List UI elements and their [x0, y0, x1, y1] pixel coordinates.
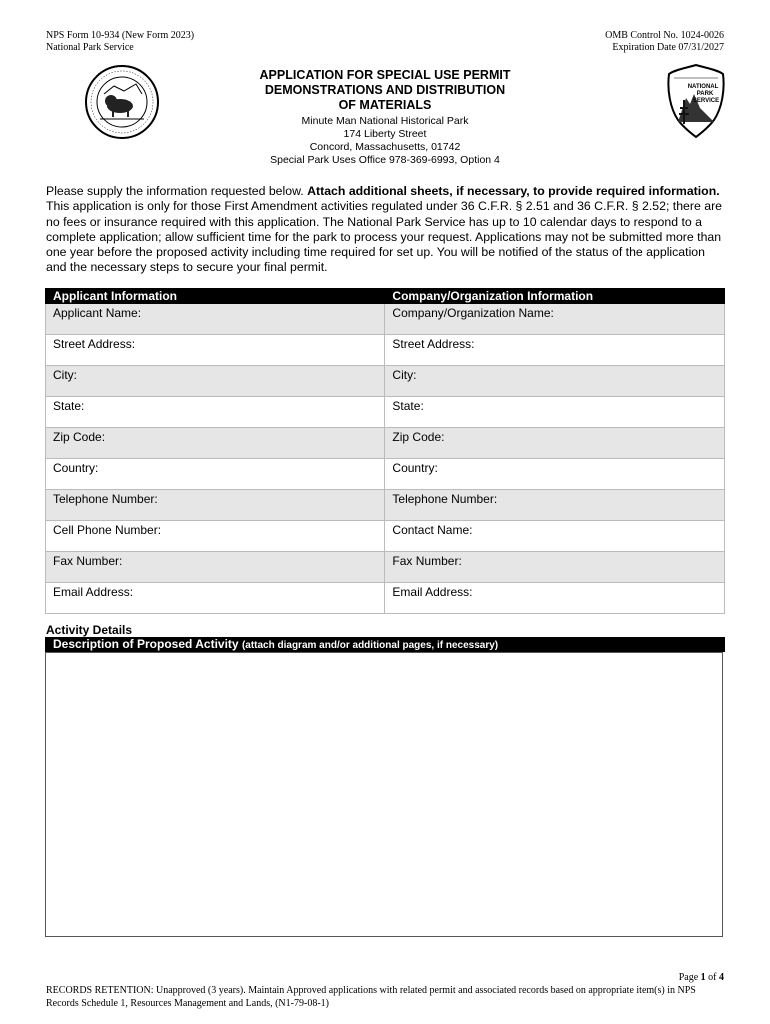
arrowhead-text-park: PARK: [696, 91, 714, 97]
park-address: [200, 115, 570, 167]
applicant-field[interactable]: Cell Phone Number:: [46, 521, 385, 552]
park-street: 174 Liberty Street: [343, 128, 427, 140]
park-city: Concord, Massachusetts, 01742: [309, 141, 461, 153]
applicant-field[interactable]: Street Address:: [46, 335, 385, 366]
intro-lead: Please supply the information requested below.: [46, 184, 304, 198]
arrowhead-text-national: NATIONAL: [687, 84, 719, 90]
applicant-info-header: Applicant Information: [46, 289, 385, 304]
arrowhead-text-service: SERVICE: [692, 98, 720, 104]
park-office-phone: Special Park Uses Office 978-369-6993, Option 4: [270, 154, 500, 166]
title-line-3: OF MATERIALS: [338, 98, 432, 112]
description-input[interactable]: [45, 652, 723, 937]
table-row: [46, 490, 725, 521]
page-number: [679, 972, 724, 983]
intro-body: This application is only for those First Amendment activities regulated under 36 C.F.R. § 2.51 and 36 C.F.R. § 2.52; there are no fees or insurance required with this application. The National Park Service has up to 10 calendar days to respond to a complete application; allow sufficient time for the park to process your request. Applications may not be submitted more than one year before the proposed activity including time required for set up. You will be notified of the status of the application and the necessary steps to secure your final permit.: [46, 199, 722, 275]
company-field[interactable]: Telephone Number:: [385, 490, 725, 521]
table-row: [46, 397, 725, 428]
title-line-2: DEMONSTRATIONS AND DISTRIBUTION: [264, 83, 506, 97]
description-label: Description of Proposed Activity: [53, 637, 239, 651]
applicant-field[interactable]: Fax Number:: [46, 552, 385, 583]
table-row: [46, 583, 725, 614]
company-field[interactable]: Country:: [385, 459, 725, 490]
table-row: [46, 521, 725, 552]
page-current: 1: [700, 972, 706, 983]
applicant-field[interactable]: Email Address:: [46, 583, 385, 614]
title-line-1: APPLICATION FOR SPECIAL USE PERMIT: [259, 68, 511, 82]
table-row: [46, 304, 725, 335]
table-row: [46, 459, 725, 490]
applicant-company-table: [45, 288, 725, 614]
applicant-field[interactable]: City:: [46, 366, 385, 397]
table-row: [46, 428, 725, 459]
company-field[interactable]: Company/Organization Name:: [385, 304, 725, 335]
form-number: NPS Form 10-934 (New Form 2023): [46, 30, 195, 41]
form-header-left: [46, 30, 194, 54]
company-field[interactable]: Email Address:: [385, 583, 725, 614]
agency-name: National Park Service: [46, 42, 134, 53]
records-retention-note: RECORDS RETENTION: Unapproved (3 years). Maintain Approved applications with related permit and associated records based on appropriate item(s) in NPS Records Schedule 1, Resources Management and Lands, (N1-79-08-1): [46, 985, 696, 1009]
expiration-date: Expiration Date 07/31/2027: [612, 42, 724, 53]
page-of: of: [708, 972, 717, 983]
company-field[interactable]: Contact Name:: [385, 521, 725, 552]
company-field[interactable]: Street Address:: [385, 335, 725, 366]
form-header-right: [605, 30, 724, 54]
park-name: Minute Man National Historical Park: [301, 115, 469, 127]
applicant-field[interactable]: Applicant Name:: [46, 304, 385, 335]
table-row: [46, 552, 725, 583]
intro-bold: Attach additional sheets, if necessary, to provide required information.: [307, 184, 720, 198]
company-field[interactable]: Fax Number:: [385, 552, 725, 583]
table-row: [46, 366, 725, 397]
nps-arrowhead-icon: [666, 64, 726, 138]
page-total: 4: [719, 972, 724, 983]
company-field[interactable]: City:: [385, 366, 725, 397]
activity-details-title: Activity Details: [46, 623, 133, 637]
omb-control-number: OMB Control No. 1024-0026: [605, 30, 724, 41]
applicant-field[interactable]: Zip Code:: [46, 428, 385, 459]
applicant-field[interactable]: Country:: [46, 459, 385, 490]
page-label: Page: [678, 972, 699, 983]
applicant-field[interactable]: State:: [46, 397, 385, 428]
doi-seal-icon: [84, 64, 160, 140]
company-info-header: Company/Organization Information: [385, 289, 725, 304]
intro-paragraph: [46, 184, 726, 276]
description-note: (attach diagram and/or additional pages, if necessary): [241, 640, 499, 651]
applicant-field[interactable]: Telephone Number:: [46, 490, 385, 521]
page-title: [200, 68, 570, 113]
description-header: [45, 637, 725, 652]
company-field[interactable]: State:: [385, 397, 725, 428]
company-field[interactable]: Zip Code:: [385, 428, 725, 459]
table-row: [46, 335, 725, 366]
